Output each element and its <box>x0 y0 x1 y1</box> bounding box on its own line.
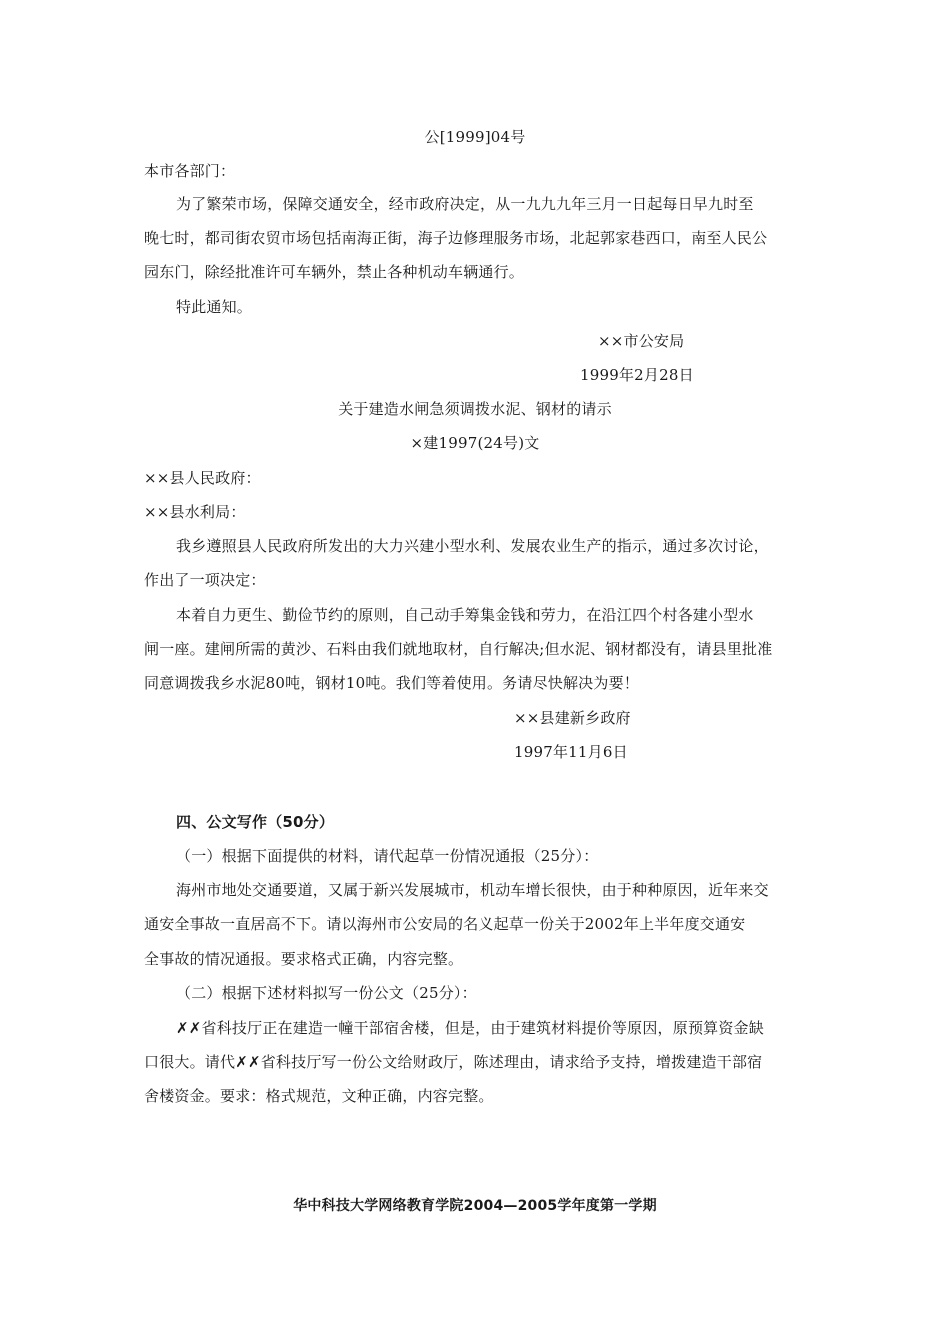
request-para2-line: 同意调拨我乡水泥80吨，钢材10吨。我们等着使用。务请尽快解决为要！ <box>144 674 639 692</box>
question-2-line: 口很大。请代✗✗省科技厅写一份公文给财政厅，陈述理由，请求给予支持，增拨建造干部宿 <box>144 1053 763 1071</box>
question-2-line: 舍楼资金。要求：格式规范，文种正确，内容完整。 <box>144 1087 494 1105</box>
notice-date: 1999年2月28日 <box>580 366 694 384</box>
question-1-line: 全事故的情况通报。要求格式正确，内容完整。 <box>144 950 464 968</box>
page-footer: 华中科技大学网络教育学院2004—2005学年度第一学期 <box>293 1198 657 1214</box>
notice-body-line: 晚七时，都司街农贸市场包括南海正街，海子边修理服务市场，北起郭家巷西口，南至人民公 <box>144 229 768 247</box>
question-1-prompt: （一）根据下面提供的材料，请代起草一份情况通报（25分）： <box>176 847 599 865</box>
notice-addressee: 本市各部门： <box>144 162 236 180</box>
request-para1-line: 我乡遵照县人民政府所发出的大力兴建小型水利、发展农业生产的指示，通过多次讨论， <box>176 537 769 555</box>
question-1-line: 通安全事故一直居高不下。请以海州市公安局的名义起草一份关于2002年上半年度交通安 <box>144 915 746 933</box>
request-para2-line: 闸一座。建闸所需的黄沙、石料由我们就地取材，自行解决;但水泥、钢材都没有，请县里批准 <box>144 640 773 658</box>
request-addressee: ××县水利局： <box>144 503 246 521</box>
request-doc-number: ×建1997(24号)文 <box>410 434 540 452</box>
question-1-line: 海州市地处交通要道，又属于新兴发展城市，机动车增长很快，由于种种原因，近年来交 <box>176 881 769 899</box>
request-para2-line: 本着自力更生、勤俭节约的原则，自己动手筹集金钱和劳力，在沿江四个村各建小型水 <box>176 606 754 624</box>
notice-signer: ××市公安局 <box>598 332 685 350</box>
section-heading: 四、公文写作（50分） <box>176 813 335 831</box>
notice-closing: 特此通知。 <box>176 298 253 316</box>
notice-doc-number: 公[1999]04号 <box>424 128 526 146</box>
request-signer: ××县建新乡政府 <box>514 709 631 727</box>
question-2-prompt: （二）根据下述材料拟写一份公文（25分）： <box>176 984 477 1002</box>
request-date: 1997年11月6日 <box>514 743 628 761</box>
question-2-line: ✗✗省科技厅正在建造一幢干部宿舍楼，但是，由于建筑材料提价等原因，原预算资金缺 <box>176 1019 764 1037</box>
request-addressee: ××县人民政府： <box>144 469 261 487</box>
request-title: 关于建造水闸急须调拨水泥、钢材的请示 <box>338 400 612 418</box>
notice-body-line: 园东门，除经批准许可车辆外，禁止各种机动车辆通行。 <box>144 263 525 281</box>
request-para1-line: 作出了一项决定： <box>144 571 266 589</box>
notice-body-line: 为了繁荣市场，保障交通安全，经市政府决定，从一九九九年三月一日起每日早九时至 <box>176 195 754 213</box>
